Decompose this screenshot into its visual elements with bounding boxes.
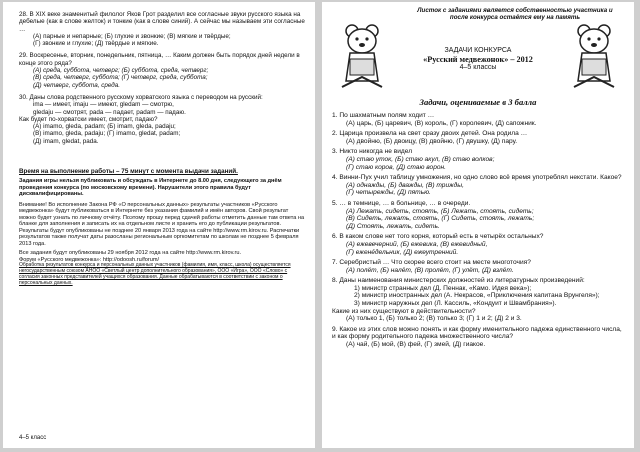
ownership-note: Листок с заданиями является собственностью участника и после конкурса остаётся ему на память: [417, 7, 613, 21]
question-28: [19, 11, 305, 47]
question-7: [332, 259, 624, 274]
publication-site: Все задания будут опубликованы 29 ноября 2012 года на сайте http://www.rm.kirov.ru.: [19, 250, 242, 257]
legal-note: Обработка результатов конкурса и персональных данных участников (фамилия, имя, класс, школа) осуществляется негосударственным союзом АНОО «Светлый центр дополнительного образования», ООО «Игра», ООО «Слово» с согласия законных представителей учащихся образования. Данные обрабатываются в соответствии с законом о персональных данных.: [19, 262, 291, 286]
left-page: [3, 2, 315, 448]
question-1: [332, 112, 624, 127]
question-9: [332, 326, 624, 349]
question-1-answers: (А) царь, (Б) царевич, (В) король, (Г) королевич, (Д) сапожник.: [346, 119, 537, 127]
question-8-item-3: 3) министр наружных дел (Л. Кассиль, «Кондуит и Швамбрания»).: [354, 300, 557, 308]
question-30-line-1: ima — имеет, imaju — имеют, gledam — смотрю,: [33, 101, 174, 109]
question-4-answers-2: (Г) четырежды, (Д) пятью.: [346, 189, 431, 197]
question-5-answers-1: (А) Лежать, сидеть, стоять, (Б) Лежать, стоять, сидеть;: [346, 207, 534, 215]
title-line-3: 4–5 классы: [459, 64, 497, 71]
question-6-answers-2: (Г) ежене́дельник, (Д) ежеутренний.: [346, 248, 459, 256]
time-limit: Время на выполнение работы – 75 минут с момента выдачи заданий.: [19, 168, 238, 176]
question-5-answers-2: (В) Сидеть, лежать, стоять, (Г) Сидеть, стоять, лежать;: [346, 215, 535, 223]
question-30-line-3: Как будет по-хорватски имеет, смотрит, падаю?: [19, 115, 158, 123]
question-8-question: Какие из них существуют в действительности?: [332, 307, 476, 315]
question-8-answers: (А) только 1, (Б) только 2; (В) только 3; (Г) 1 и 2; (Д) 2 и 3.: [346, 315, 522, 323]
question-5-text: 5. … в темнице, … в больнице, … в очереди.: [332, 199, 471, 207]
question-8-text: 8. Даны наименования министерских должностей из литературных произведений:: [332, 277, 585, 285]
question-29-text: 29. Воскресенье, вторник, понедельник, пятница, … Каким должен быть порядок дней недели в конце этого ряда?: [19, 52, 300, 67]
question-8-item-1: 1) министр странных дел (Д. Пеннак, «Камо. Идея века»);: [354, 284, 532, 292]
question-3-answers-1: (А) стаю уток, (Б) стаю акул, (В) стаю волков;: [346, 155, 495, 163]
page-header: [332, 7, 624, 95]
question-6-text: 6. В каком слове нет того корня, который есть в четырёх остальных?: [332, 233, 544, 241]
contest-title: [402, 47, 554, 73]
question-3-answers-2: (Г) стаю коров, (Д) стаю ворон.: [346, 163, 447, 171]
question-30-text: 30. Даны слова родственного русскому хорватского языка с переводом на русский:: [19, 93, 263, 101]
question-7-text: 7. Серебристый … Что скорее всего стоит на месте многоточия?: [332, 259, 531, 267]
forum-link[interactable]: Форум «Русского медвежонка»: http://odoosh.ru/forum/: [19, 256, 160, 263]
question-8: [332, 277, 624, 323]
question-6-answers-1: (А) ежевечерний, (Б) ежевика, (В) ежевидный,: [346, 240, 488, 248]
question-7-answers: (А) полёт, (Б) налёт, (В) пролёт, (Г) улёт, (Д) взлёт.: [346, 266, 514, 274]
question-29-answers-1: (А) среда, суббота, четверг; (Б) суббота, среда, четверг;: [33, 67, 209, 75]
question-30-answers-2: (В) imamo, gleda, padaju; (Г) imamo, gledat, padam;: [33, 130, 181, 138]
question-30-answers-3: (Д) imam, gledat, pada.: [33, 137, 99, 145]
question-5-answers-3: (Д) Стоять, лежать, сидеть.: [346, 222, 440, 230]
question-30: [19, 94, 305, 145]
section-heading: Задачи, оцениваемые в 3 балла: [419, 97, 537, 107]
question-29-answers-2: (В) среда, четверг, суббота; (Г) четверг, среда, суббота;: [33, 74, 208, 82]
page-footer: 4–5 класс: [19, 435, 47, 441]
question-6: [332, 233, 624, 256]
question-2: [332, 130, 624, 145]
bear-mascot-icon: [570, 21, 618, 91]
question-2-answers: (А) двойню, (Б) двоицу, (В) двойню, (Г) двушку, (Д) пару.: [346, 137, 518, 145]
question-8-item-2: 2) министр иностранных дел (А. Некрасов, «Приключения капитана Врунгеля»);: [354, 292, 600, 300]
question-9-answers: (А) чай, (Б) мой, (В) фей, (Г) змей, (Д) гиакое.: [346, 341, 486, 349]
question-28-answers-2: (Г) звонкие и глухие; (Д) твёрдые и мягкие.: [33, 40, 159, 48]
question-30-line-2: gledaju — смотрят, pada — падает, padam — падаю.: [33, 108, 186, 116]
question-2-text: 2. Царица произвела на свет сразу двоих детей. Она родила …: [332, 130, 528, 138]
question-3-text: 3. Никто никогда не видел: [332, 148, 413, 156]
question-28-answers-1: (А) парные и непарные; (Б) глухие и звонкие; (В) мягкие и твёрдые;: [33, 32, 231, 40]
question-29: [19, 52, 305, 88]
title-line-2: «Русский медвежонок» – 2012: [423, 54, 533, 64]
question-3: [332, 148, 624, 171]
right-page: [322, 2, 634, 448]
question-28-text: 28. В XIX веке знаменитый филолог Яков Грот разделил все согласные звуки русского языка на дебелые (как в слове желток) и тонкие (как в слове синий). А сейчас мы называем эти согласные …: [19, 11, 305, 33]
publish-rules: Задания игры нельзя публиковать и обсуждать в Интернете до 8.00 дня, следующего за днём проведения конкурса (по московскому времени). Нарушители этого правила будут дисквалифицированы.: [19, 178, 282, 198]
attention-note: Внимание! Во исполнение Закона РФ «О персональных данных» результаты участников «Русского медвежонка» будут публиковаться в Интернете без указания фамилий и имён авторов. Свой результат можно будет узнать по личному отчёту. Поэтому прошу перед сдачей работы отметить данные там ответа на бланке для заполнения и записать их на отдельном листе и хранить его до публикации результатов. Результаты будут опубликованы не позднее 20 января 2013 года на сайте http://www.rm.kirov.ru. Распечатки результатов также получат даты разосланы региональным оргкомитетам по школам не позднее 5 февраля 2013 года.: [19, 201, 305, 247]
question-29-answers-3: (Д) четверг, суббота, среда.: [33, 81, 121, 89]
question-1-text: 1. По шахматным полям ходит …: [332, 112, 435, 119]
bear-mascot-icon: [338, 21, 386, 91]
question-9-text: 9. Какое из этих слов можно понять и как форму именительного падежа единственного числа, и как форму родительного падежа множественного числа?: [332, 325, 622, 341]
question-30-answers-1: (А) imamo, gleda, padam; (Б) imam, gleda, padaju;: [33, 123, 176, 131]
question-5: [332, 200, 624, 230]
question-4-text: 4. Винни-Пух учил таблицу умножения, но одно слово всё время употреблял некстати. Какое?: [332, 174, 622, 182]
question-4-answers-1: (А) однажды, (Б) дважды, (В) трижды,: [346, 181, 464, 189]
question-4: [332, 174, 624, 197]
title-line-1: ЗАДАЧИ КОНКУРСА: [444, 47, 512, 54]
